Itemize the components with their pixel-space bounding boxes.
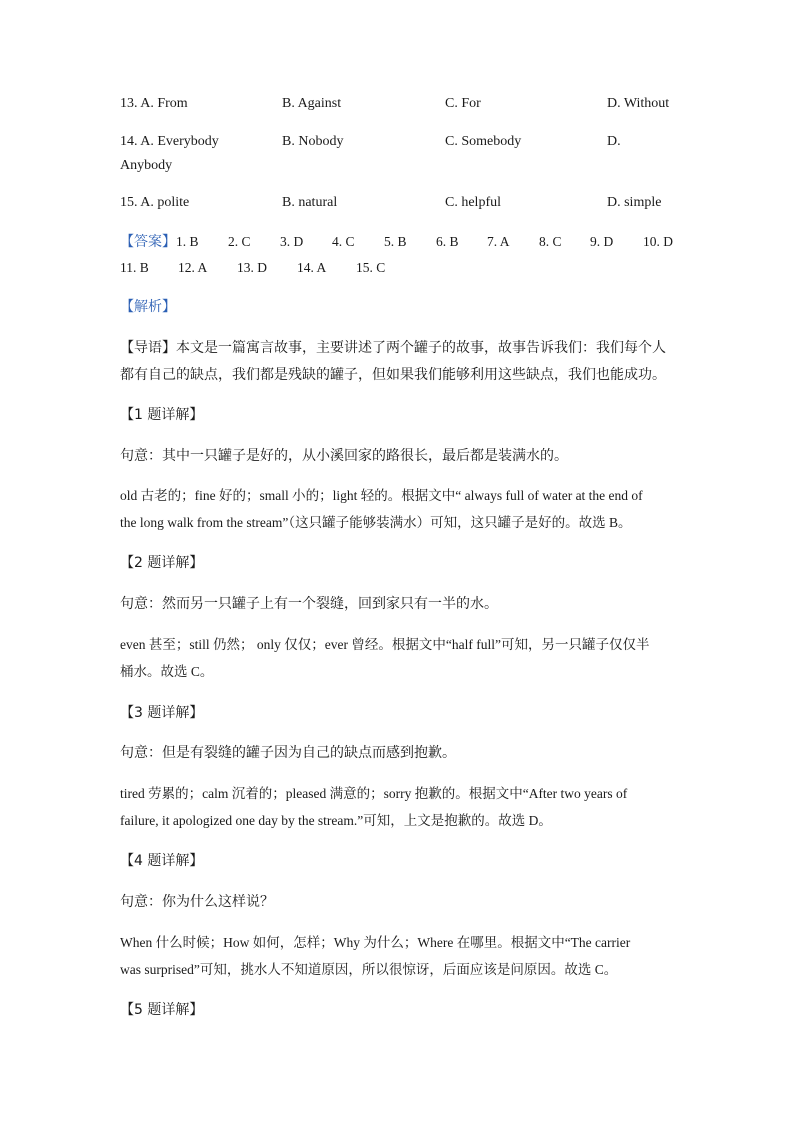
- answer-item: 4. C: [332, 234, 355, 249]
- question-14-option-a: [120, 132, 219, 152]
- detail-5-heading: 【5 题详解】: [120, 1002, 204, 1018]
- question-14-option-b: B. Nobody: [282, 134, 344, 149]
- answer-item: 15. C: [356, 260, 386, 275]
- answer-item: 9. D: [590, 234, 614, 249]
- intro-text: 本文是一篇寓言故事，主要讲述了两个罐子的故事，故事告诉我们：我们每个人: [176, 340, 666, 356]
- answer-item: 11. B: [120, 260, 149, 275]
- answer-item: 7. A: [487, 234, 510, 249]
- intro-paragraph-line-2: 都有自己的缺点，我们都是残缺的罐子，但如果我们能够利用这些缺点，我们也能成功。: [120, 367, 666, 383]
- detail-3-explanation-line-1: tired 劳累的；calm 沉着的；pleased 满意的；sorry 抱歉的。根据文中“After two years of: [120, 786, 628, 801]
- detail-1-explanation-line-2: the long walk from the stream”（这只罐子能够装满水）可知，这只罐子是好的。故选 B。: [120, 515, 632, 530]
- analysis-label: 【解析】: [120, 299, 176, 315]
- answer-item: 14. A: [297, 260, 327, 275]
- detail-2-explanation-line-2: 桶水。故选 C。: [120, 664, 214, 679]
- answer-item: 1. B: [176, 234, 199, 249]
- detail-4-explanation-line-2: was surprised”可知，挑水人不知道原因，所以很惊讶，后面应该是问原因。故选 C。: [120, 962, 618, 977]
- detail-4-explanation-line-1: When 什么时候；How 如何，怎样；Why 为什么；Where 在哪里。根据文中“The carrier: [120, 935, 631, 950]
- detail-2-heading: 【2 题详解】: [120, 555, 204, 571]
- option-a-text: A. polite: [140, 195, 190, 210]
- detail-3-heading: 【3 题详解】: [120, 705, 204, 721]
- question-13-option-b: B. Against: [282, 96, 342, 111]
- question-13-option-c: C. For: [445, 96, 481, 111]
- detail-4-meaning: 句意：你为什么这样说？: [120, 894, 274, 910]
- answer-item: 3. D: [280, 234, 304, 249]
- answer-item: 12. A: [178, 260, 208, 275]
- question-14-option-d: D.: [607, 134, 621, 149]
- question-14-option-c: C. Somebody: [445, 134, 522, 149]
- question-13-option-a: [120, 94, 188, 114]
- question-14-option-d-wrap: Anybody: [120, 158, 173, 173]
- intro-label: 【导语】: [120, 340, 176, 356]
- detail-2-meaning: 句意：然而另一只罐子上有一个裂缝，回到家只有一半的水。: [120, 596, 498, 612]
- answer-item: 5. B: [384, 234, 407, 249]
- detail-4-heading: 【4 题详解】: [120, 853, 204, 869]
- question-15-option-d: D. simple: [607, 195, 662, 210]
- option-a-text: A. From: [140, 96, 188, 111]
- detail-2-explanation-line-1: even 甚至；still 仍然； only 仅仅；ever 曾经。根据文中“half full”可知，另一只罐子仅仅半: [120, 637, 650, 652]
- detail-1-explanation-line-1: old 古老的；fine 好的；small 小的；light 轻的。根据文中“ always full of water at the end of: [120, 488, 643, 503]
- detail-1-heading: 【1 题详解】: [120, 407, 204, 423]
- answer-item: 13. D: [237, 260, 267, 275]
- answer-item: 2. C: [228, 234, 251, 249]
- answer-label: 【答案】: [120, 234, 176, 250]
- answer-item: 10. D: [643, 234, 673, 249]
- answer-item: 8. C: [539, 234, 562, 249]
- question-number: 14.: [120, 134, 138, 149]
- question-15-option-b: B. natural: [282, 195, 338, 210]
- option-a-text: A. Everybody: [140, 134, 219, 149]
- question-number: 15.: [120, 195, 138, 210]
- question-15-option-c: C. helpful: [445, 195, 501, 210]
- answer-item: 6. B: [436, 234, 459, 249]
- question-number: 13.: [120, 96, 138, 111]
- question-13-option-d: D. Without: [607, 96, 670, 111]
- intro-paragraph-line-1: [120, 338, 666, 358]
- detail-3-meaning: 句意：但是有裂缝的罐子因为自己的缺点而感到抱歉。: [120, 745, 456, 761]
- detail-1-meaning: 句意：其中一只罐子是好的，从小溪回家的路很长，最后都是装满水的。: [120, 448, 568, 464]
- question-15-option-a: [120, 193, 189, 213]
- detail-3-explanation-line-2: failure, it apologized one day by the stream.”可知，上文是抱歉的。故选 D。: [120, 813, 552, 828]
